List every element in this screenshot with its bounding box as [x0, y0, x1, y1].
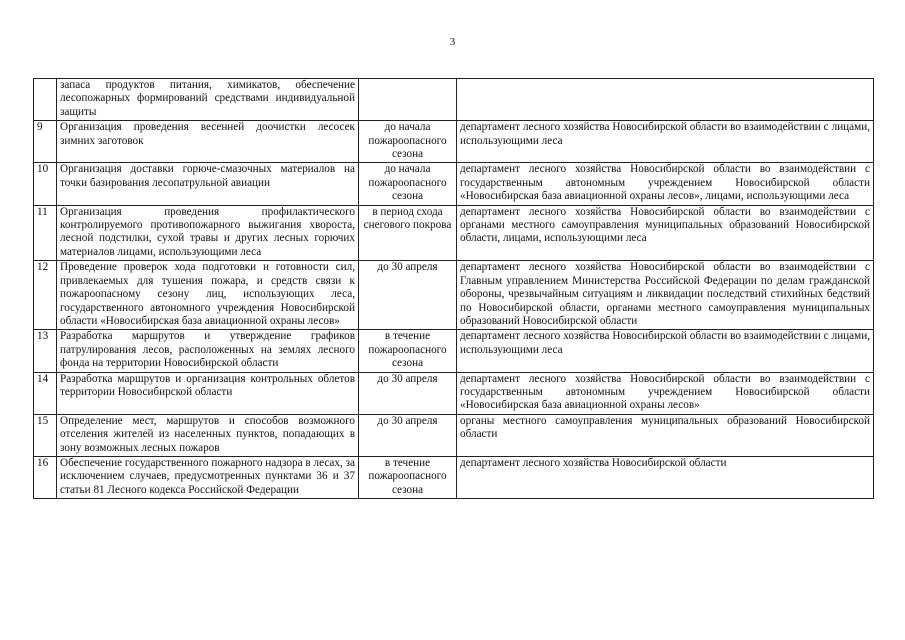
responsible-cell: департамент лесного хозяйства Новосибирской области во взаимодействии с государственным автономным учреждением Новосибирской области «Новосибирская база авиационной охраны лесов», лицами, использующими леса [457, 163, 874, 205]
term-cell [359, 79, 457, 121]
term-cell: до 30 апреля [359, 414, 457, 456]
row-number: 9 [34, 121, 57, 163]
term-cell: в течение пожароопасного сезона [359, 330, 457, 372]
row-number [34, 79, 57, 121]
measure-cell: Проведение проверок хода подготовки и готовности сил, привлекаемых для тушения пожара, и средств связи к пожароопасному сезону лиц, использующих леса, государственного автономного учреждения Новосибирской области «Новосибирская база авиационной охраны лесов» [57, 261, 359, 330]
responsible-cell: департамент лесного хозяйства Новосибирской области во взаимодействии с органами местного самоуправления муниципальных образований Новосибирской области, лицами, использующими леса [457, 205, 874, 261]
table-row [34, 330, 874, 372]
responsible-cell: департамент лесного хозяйства Новосибирской области [457, 456, 874, 498]
row-number: 11 [34, 205, 57, 261]
row-number: 13 [34, 330, 57, 372]
measure-cell: Разработка маршрутов и утверждение графиков патрулирования лесов, расположенных на землях лесного фонда на территории Новосибирской области [57, 330, 359, 372]
measure-cell: Организация доставки горюче-смазочных материалов на точки базирования лесопатрульной авиации [57, 163, 359, 205]
measure-cell: запаса продуктов питания, химикатов, обеспечение лесопожарных формирований средствами индивидуальной защиты [57, 79, 359, 121]
term-cell: в течение пожароопасного сезона [359, 456, 457, 498]
responsible-cell: департамент лесного хозяйства Новосибирской области во взаимодействии с лицами, использующими леса [457, 330, 874, 372]
row-number: 12 [34, 261, 57, 330]
table-row [34, 414, 874, 456]
responsible-cell: департамент лесного хозяйства Новосибирской области во взаимодействии с государственным автономным учреждением Новосибирской области «Новосибирская база авиационной охраны лесов» [457, 372, 874, 414]
responsible-cell: органы местного самоуправления муниципальных образований Новосибирской области [457, 414, 874, 456]
measure-cell: Разработка маршрутов и организация контрольных облетов территории Новосибирской области [57, 372, 359, 414]
term-cell: до 30 апреля [359, 261, 457, 330]
measures-table [33, 78, 874, 499]
term-cell: до начала пожароопасного сезона [359, 163, 457, 205]
table-row [34, 163, 874, 205]
table-row [34, 79, 874, 121]
term-cell: до начала пожароопасного сезона [359, 121, 457, 163]
measure-cell: Организация проведения весенней доочистки лесосек зимних заготовок [57, 121, 359, 163]
table-row [34, 372, 874, 414]
row-number: 14 [34, 372, 57, 414]
term-cell: до 30 апреля [359, 372, 457, 414]
row-number: 15 [34, 414, 57, 456]
measure-cell: Определение мест, маршрутов и способов возможного отселения жителей из населенных пунктов, попадающих в зону возможных лесных пожаров [57, 414, 359, 456]
table-row [34, 121, 874, 163]
responsible-cell [457, 79, 874, 121]
responsible-cell: департамент лесного хозяйства Новосибирской области во взаимодействии с Главным управлением Министерства Российской Федерации по делам гражданской обороны, чрезвычайным ситуациям и ликвидации последствий стихийных бедствий по Новосибирской области, органами местного самоуправления муниципальных образований Новосибирской области [457, 261, 874, 330]
table-row [34, 205, 874, 261]
responsible-cell: департамент лесного хозяйства Новосибирской области во взаимодействии с лицами, использующими леса [457, 121, 874, 163]
measure-cell: Обеспечение государственного пожарного надзора в лесах, за исключением случаев, предусмотренных пунктами 36 и 37 статьи 81 Лесного кодекса Российской Федерации [57, 456, 359, 498]
measure-cell: Организация проведения профилактического контролируемого противопожарного выжигания хвороста, лесной подстилки, сухой травы и других лесных горючих материалов лицами, использующими леса [57, 205, 359, 261]
table-row [34, 261, 874, 330]
page-number: 3 [449, 36, 456, 48]
term-cell: в период схода снегового покрова [359, 205, 457, 261]
table-row [34, 456, 874, 498]
row-number: 16 [34, 456, 57, 498]
row-number: 10 [34, 163, 57, 205]
